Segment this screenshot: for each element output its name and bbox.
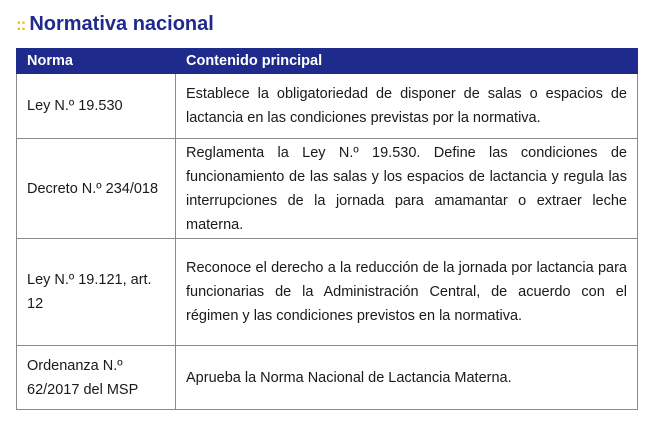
table-header-row — [17, 49, 638, 74]
table-row — [17, 139, 638, 239]
contenido-cell: Reglamenta la Ley N.º 19.530. Define las condiciones de funcionamiento de las salas y los espacios de lactancia y regula las interrupciones de la jornada para amamantar o extraer leche materna. — [176, 139, 638, 239]
contenido-cell: Aprueba la Norma Nacional de Lactancia Materna. — [176, 346, 638, 410]
table-row — [17, 239, 638, 346]
heading-bullet-icon: :: — [16, 14, 26, 34]
norma-cell: Ley N.º 19.121, art. 12 — [17, 239, 176, 346]
contenido-cell: Establece la obligatoriedad de disponer de salas o espacios de lactancia en las condiciones previstas por la normativa. — [176, 74, 638, 139]
column-header-contenido: Contenido principal — [176, 49, 638, 74]
norma-cell: Decreto N.º 234/018 — [17, 139, 176, 239]
contenido-cell: Reconoce el derecho a la reducción de la jornada por lactancia para funcionarias de la Administración Central, de acuerdo con el régimen y las condiciones previstos en la normativa. — [176, 239, 638, 346]
table-row — [17, 346, 638, 410]
column-header-norma: Norma — [17, 49, 176, 74]
norma-cell: Ley N.º 19.530 — [17, 74, 176, 139]
norma-cell: Ordenanza N.º 62/2017 del MSP — [17, 346, 176, 410]
section-heading — [16, 10, 214, 38]
table-row — [17, 74, 638, 139]
section-title: Normativa nacional — [29, 13, 214, 35]
norms-table — [16, 48, 638, 410]
